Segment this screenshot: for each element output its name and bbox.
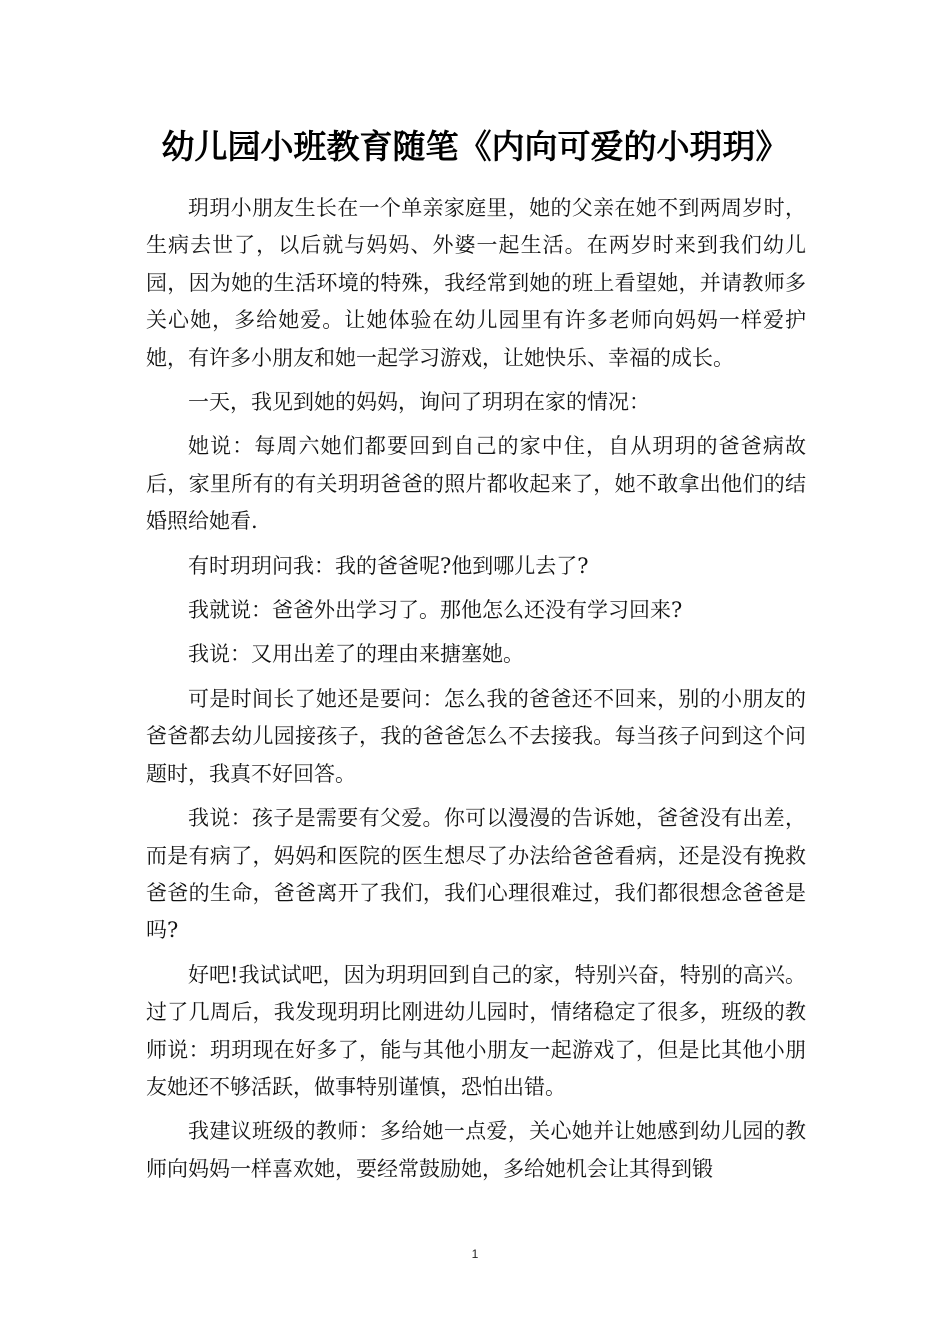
paragraph: 有时玥玥问我：我的爸爸呢?他到哪儿去了?: [188, 553, 589, 578]
paragraph: 我建议班级的教师：多给她一点爱，关心她并让她感到幼儿园的教师向妈妈一样喜欢她，要经常鼓励她，多给她机会让其得到锻: [146, 1119, 806, 1181]
paragraph: 她说：每周六她们都要回到自己的家中住，自从玥玥的爸爸病故后，家里所有的有关玥玥爸爸的照片都收起来了，她不敢拿出他们的结婚照给她看.: [146, 434, 806, 534]
document-body: [146, 190, 806, 1188]
paragraph: 我说：又用出差了的理由来搪塞她。: [188, 642, 524, 667]
paragraph: 玥玥小朋友生长在一个单亲家庭里，她的父亲在她不到两周岁时，生病去世了，以后就与妈妈、外婆一起生活。在两岁时来到我们幼儿园，因为她的生活环境的特殊，我经常到她的班上看望她，并请教师多关心她，多给她爱。让她体验在幼儿园里有许多老师向妈妈一样爱护她，有许多小朋友和她一起学习游戏，让她快乐、幸福的成长。: [146, 196, 806, 370]
paragraph: 好吧!我试试吧，因为玥玥回到自己的家，特别兴奋，特别的高兴。过了几周后，我发现玥玥比刚进幼儿园时，情绪稳定了很多，班级的教师说：玥玥现在好多了，能与其他小朋友一起游戏了，但是比其他小朋友她还不够活跃，做事特别谨慎，恐怕出错。: [146, 962, 806, 1099]
page-number: 1: [471, 1247, 479, 1261]
document-title: 幼儿园小班教育随笔《内向可爱的小玥玥》: [161, 127, 789, 166]
paragraph: 可是时间长了她还是要问：怎么我的爸爸还不回来，别的小朋友的爸爸都去幼儿园接孩子，我的爸爸怎么不去接我。每当孩子问到这个问题时，我真不好回答。: [146, 686, 806, 786]
paragraph: 我就说：爸爸外出学习了。那他怎么还没有学习回来?: [188, 598, 683, 623]
paragraph: 我说：孩子是需要有父爱。你可以漫漫的告诉她，爸爸没有出差，而是有病了，妈妈和医院的医生想尽了办法给爸爸看病，还是没有挽救爸爸的生命，爸爸离开了我们，我们心理很难过，我们都很想念爸爸是吗?: [146, 806, 806, 943]
paragraph: 一天，我见到她的妈妈，询问了玥玥在家的情况：: [188, 390, 650, 415]
